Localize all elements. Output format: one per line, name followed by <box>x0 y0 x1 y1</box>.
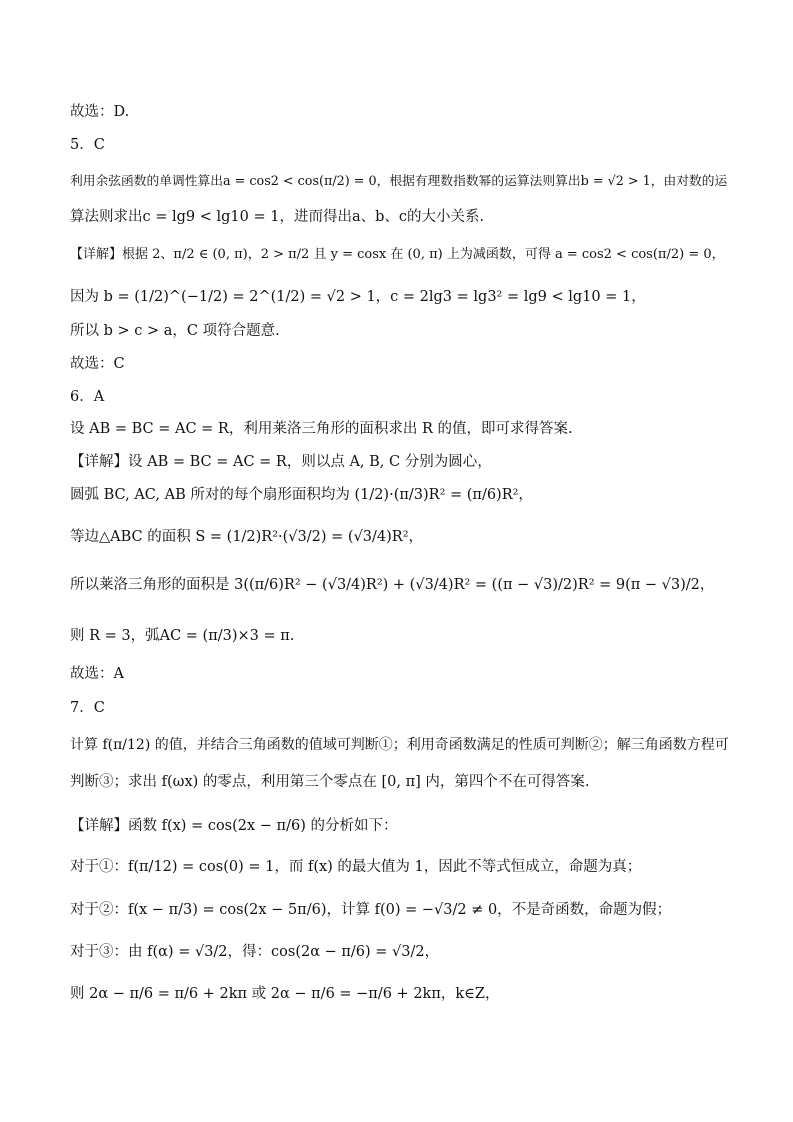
text-line: 【详解】根据 2、π/2 ∈ (0, π)，2 > π/2 且 y = cosx 在 (0, π) 上为减函数，可得 a = cos2 < cos(π/2) = 0， <box>70 247 725 262</box>
text-line: 故选：D. <box>70 104 130 120</box>
text-line: 利用余弦函数的单调性算出a = cos2 < cos(π/2) = 0，根据有理数指数幂的运算法则算出b = √2 > 1，由对数的运 <box>70 174 728 189</box>
text-line: 所以 b > c > a，C 项符合题意. <box>70 323 280 339</box>
text-line: 计算 f(π/12) 的值，并结合三角函数的值域可判断①；利用奇函数满足的性质可判断②；解三角函数方程可 <box>70 737 729 753</box>
text-line: 判断③；求出 f(ωx) 的零点，利用第三个零点在 [0, π] 内，第四个不在可得答案. <box>70 774 590 790</box>
text-line: 【详解】函数 f(x) = cos(2x − π/6) 的分析如下： <box>70 818 398 834</box>
text-line: 对于②：f(x − π/3) = cos(2x − 5π/6)，计算 f(0) = −√3/2 ≠ 0，不是奇函数，命题为假； <box>70 902 672 918</box>
text-line: 算法则求出c = lg9 < lg10 = 1，进而得出a、b、c的大小关系. <box>70 209 485 225</box>
question-heading: 6．A <box>70 389 105 405</box>
text-line: 所以莱洛三角形的面积是 3((π/6)R² − (√3/4)R²) + (√3/4)R² = ((π − √3)/2)R² = 9(π − √3)/2， <box>70 577 715 593</box>
text-line: 则 2α − π/6 = π/6 + 2kπ 或 2α − π/6 = −π/6 + 2kπ，k∈Z， <box>70 986 500 1002</box>
question-heading: 7．C <box>70 700 105 716</box>
text-line: 设 AB = BC = AC = R，利用莱洛三角形的面积求出 R 的值，即可求得答案. <box>70 421 573 437</box>
text-line: 故选：C <box>70 356 125 372</box>
text-line: 故选：A <box>70 666 124 682</box>
text-line: 对于①：f(π/12) = cos(0) = 1，而 f(x) 的最大值为 1，因此不等式恒成立，命题为真； <box>70 859 642 875</box>
text-line: 等边△ABC 的面积 S = (1/2)R²·(√3/2) = (√3/4)R²， <box>70 529 424 545</box>
text-line: 对于③：由 f(α) = √3/2，得：cos(2α − π/6) = √3/2， <box>70 944 440 960</box>
text-line: 【详解】设 AB = BC = AC = R，则以点 A, B, C 分别为圆心， <box>70 454 492 470</box>
text-line: 圆弧 BC, AC, AB 所对的每个扇形面积均为 (1/2)·(π/3)R² = (π/6)R²， <box>70 487 533 503</box>
question-heading: 5．C <box>70 137 105 153</box>
text-line: 因为 b = (1/2)^(−1/2) = 2^(1/2) = √2 > 1，c = 2lg3 = lg3² = lg9 < lg10 = 1， <box>70 289 646 305</box>
text-line: 则 R = 3，弧AC = (π/3)×3 = π. <box>70 628 295 644</box>
